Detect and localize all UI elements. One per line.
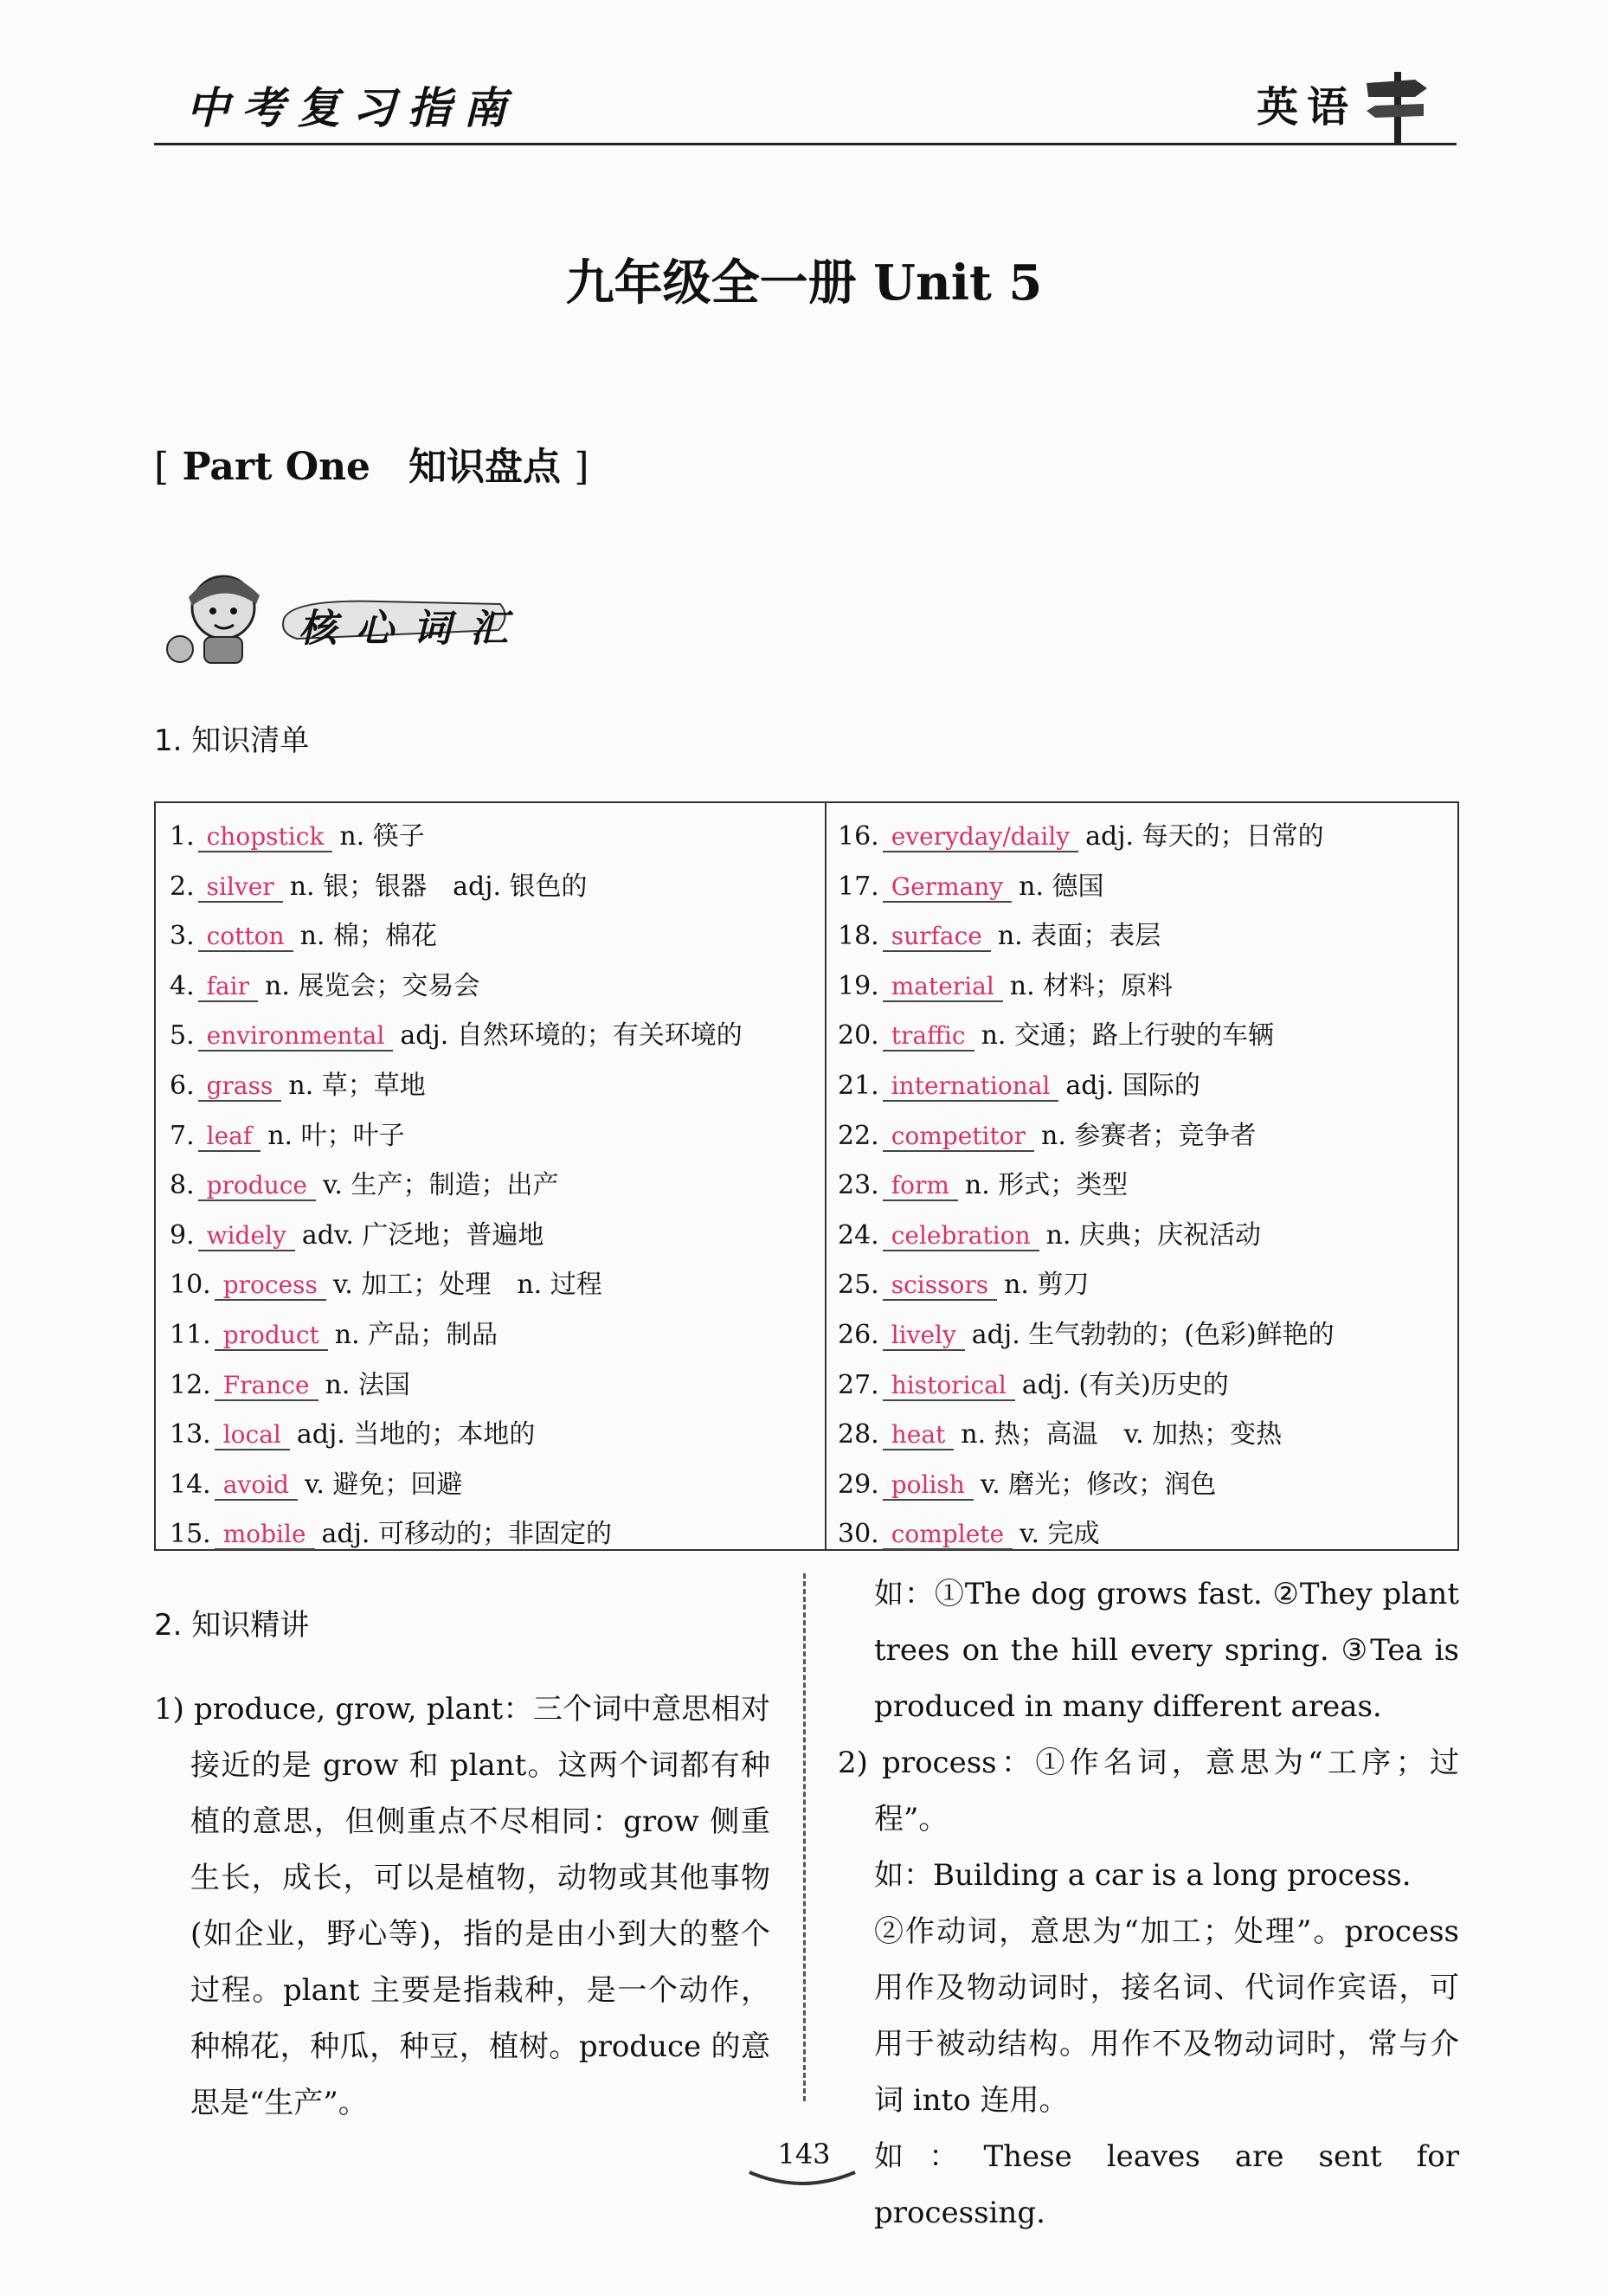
- vocab-number: 12.: [170, 1369, 211, 1400]
- vocab-answer: material: [883, 973, 1003, 1002]
- vocab-definition: v. 生产；制造；出产: [323, 1170, 559, 1201]
- vocab-definition: n. 热；高温 v. 加热；变热: [961, 1419, 1283, 1450]
- vocab-definition: n. 法国: [325, 1369, 410, 1400]
- vocab-definition: adj. 自然环境的；有关环境的: [400, 1020, 743, 1052]
- vocab-number: 19.: [838, 970, 879, 1001]
- vocab-number: 7.: [170, 1120, 195, 1151]
- explain-item-1: [154, 1682, 770, 2132]
- vocab-number: 15.: [170, 1519, 211, 1550]
- vocab-answer: competitor: [883, 1122, 1034, 1152]
- vocab-number: 6.: [170, 1070, 195, 1101]
- vocab-answer: leaf: [198, 1122, 261, 1152]
- vocab-definition: n. 产品；制品: [334, 1319, 498, 1350]
- vocab-row: [170, 812, 743, 862]
- vocab-row: [838, 1509, 1335, 1560]
- vocab-definition: n. 庆典；庆祝活动: [1045, 1219, 1262, 1251]
- table-divider: [825, 803, 827, 1549]
- vocab-number: 14.: [170, 1469, 211, 1500]
- vocab-definition: n. 德国: [1019, 871, 1104, 902]
- vocab-number: 25.: [838, 1270, 879, 1301]
- vocab-answer: grass: [198, 1072, 282, 1102]
- vocab-number: 17.: [838, 871, 879, 902]
- vocab-number: 2.: [170, 871, 195, 902]
- vocab-definition: n. 叶；叶子: [267, 1120, 405, 1151]
- vocab-answer: produce: [198, 1172, 316, 1201]
- vocab-row: [170, 1211, 743, 1261]
- vocab-number: 11.: [170, 1319, 211, 1350]
- vocab-answer: cotton: [198, 923, 293, 952]
- vocab-row: [838, 961, 1335, 1012]
- vocab-answer: polish: [883, 1471, 974, 1501]
- vocab-definition: adj. 国际的: [1065, 1070, 1200, 1101]
- signpost-icon: [1363, 68, 1432, 145]
- vocab-definition: n. 草；草地: [288, 1070, 426, 1101]
- vocab-definition: n. 材料；原料: [1009, 970, 1174, 1001]
- vocab-answer: everyday/daily: [883, 823, 1078, 852]
- vocab-definition: v. 避免；回避: [304, 1469, 463, 1500]
- item2-example-2: 如：These leaves are sent for processing.: [874, 2139, 1459, 2230]
- vocab-definition: v. 加工；处理 n. 过程: [332, 1270, 602, 1301]
- vocab-row: [170, 1509, 743, 1560]
- vocab-number: 26.: [838, 1319, 879, 1350]
- vocab-number: 5.: [170, 1020, 195, 1052]
- vocab-answer: form: [883, 1172, 958, 1201]
- vocab-answer: fair: [198, 973, 258, 1002]
- vocab-row: [838, 1061, 1335, 1111]
- vocab-row: [838, 862, 1335, 912]
- vocab-answer: surface: [883, 923, 991, 952]
- vocab-definition: n. 棉；棉花: [299, 921, 437, 952]
- vocab-row: [838, 1460, 1335, 1510]
- vocab-number: 30.: [838, 1519, 879, 1550]
- vocab-number: 18.: [838, 921, 879, 952]
- vocab-definition: n. 交通；路上行驶的车辆: [981, 1020, 1274, 1052]
- vocab-answer: historical: [883, 1372, 1015, 1401]
- vocab-answer: complete: [883, 1521, 1013, 1550]
- vocab-answer: scissors: [883, 1271, 997, 1301]
- vocab-row: [838, 1111, 1335, 1161]
- vocab-number: 22.: [838, 1120, 879, 1151]
- vocab-number: 3.: [170, 921, 195, 952]
- vocab-column-left: [170, 812, 743, 1560]
- vocab-number: 4.: [170, 970, 195, 1001]
- vocab-number: 27.: [838, 1369, 879, 1400]
- vocab-row: [170, 1161, 743, 1211]
- vocab-row: [170, 1360, 743, 1411]
- vocab-definition: n. 剪刀: [1004, 1270, 1090, 1301]
- vocab-row: [838, 1260, 1335, 1310]
- column-separator: [803, 1573, 806, 2101]
- vocab-row: [838, 1011, 1335, 1061]
- vocab-row: [170, 961, 743, 1012]
- vocab-answer: traffic: [883, 1022, 974, 1052]
- page-number-swoosh-icon: [746, 2169, 859, 2190]
- vocab-definition: adj. 可移动的；非固定的: [321, 1519, 612, 1550]
- vocab-row: [838, 1310, 1335, 1360]
- part-bracket-close: ]: [574, 445, 589, 489]
- header-rule: [154, 143, 1457, 145]
- vocab-row: [170, 862, 743, 912]
- vocab-definition: adj. (有关)历史的: [1021, 1369, 1229, 1400]
- vocab-row: [170, 911, 743, 961]
- vocab-definition: n. 参赛者；竞争者: [1041, 1120, 1257, 1151]
- vocab-number: 1.: [170, 821, 195, 852]
- vocab-answer: mobile: [215, 1521, 315, 1550]
- vocab-row: [170, 1111, 743, 1161]
- vocab-answer: chopstick: [198, 823, 333, 852]
- part-bracket-open: [: [154, 445, 170, 489]
- vocab-number: 28.: [838, 1419, 879, 1450]
- vocab-answer: local: [215, 1421, 290, 1450]
- page-title: 九年级全一册 Unit 5: [565, 254, 1043, 312]
- vocab-row: [838, 812, 1335, 862]
- vocab-number: 13.: [170, 1419, 211, 1450]
- item2-example-1: 如：Building a car is a long process.: [874, 1858, 1412, 1893]
- vocab-number: 23.: [838, 1170, 879, 1201]
- vocab-answer: environmental: [198, 1022, 394, 1052]
- vocab-answer: avoid: [215, 1471, 298, 1501]
- vocab-number: 9.: [170, 1219, 195, 1251]
- core-vocab-label: 核心词汇: [299, 607, 527, 651]
- vocab-definition: n. 筷子: [339, 821, 425, 852]
- vocab-answer: international: [883, 1072, 1059, 1102]
- vocab-number: 24.: [838, 1219, 879, 1251]
- vocab-definition: adj. 生气勃勃的；(色彩)鲜艳的: [971, 1319, 1335, 1350]
- vocab-number: 16.: [838, 821, 879, 852]
- vocab-number: 21.: [838, 1070, 879, 1101]
- vocab-definition: adj. 当地的；本地的: [296, 1419, 536, 1450]
- vocab-definition: v. 完成: [1019, 1519, 1100, 1550]
- vocab-definition: adj. 每天的；日常的: [1085, 821, 1324, 852]
- vocab-definition: n. 银；银器 adj. 银色的: [289, 871, 588, 902]
- vocab-row: [170, 1410, 743, 1460]
- subject-label: 英语: [1257, 83, 1358, 132]
- vocab-answer: product: [215, 1322, 328, 1351]
- item1-text: 1) produce, grow, plant：三个词中意思相对接近的是 grow 和 plant。这两个词都有种植的意思，但侧重点不尽相同：grow 侧重生长，成长，可以是植物，动物或其他事物(如企业，野心等)，指的是由小到大的整个过程。plant 主要是指栽种，是一个动作，种棉花，种瓜，种豆，植树。produce 的意思是“生产”。: [154, 1692, 770, 2120]
- vocab-column-right: [838, 812, 1335, 1560]
- vocab-number: 10.: [170, 1270, 211, 1301]
- vocab-row: [838, 1410, 1335, 1460]
- vocab-row: [170, 1310, 743, 1360]
- vocab-definition: n. 形式；类型: [964, 1170, 1129, 1201]
- vocab-row: [838, 1161, 1335, 1211]
- section-heading-explain: 2. 知识精讲: [154, 1608, 310, 1643]
- vocab-answer: widely: [198, 1222, 295, 1251]
- vocab-number: 8.: [170, 1170, 195, 1201]
- vocab-table: [154, 801, 1459, 1551]
- vocab-definition: v. 磨光；修改；润色: [980, 1469, 1217, 1500]
- book-series-title: 中考复习指南: [186, 82, 518, 133]
- vocab-row: [170, 1061, 743, 1111]
- vocab-answer: silver: [198, 873, 283, 903]
- vocab-answer: Germany: [883, 873, 1012, 903]
- vocab-definition: adv. 广泛地；普遍地: [301, 1219, 544, 1251]
- item2-intro: 2) process：①作名词，意思为“工序；过程”。: [838, 1746, 1459, 1836]
- vocab-row: [170, 1011, 743, 1061]
- part-label: Part One: [182, 445, 371, 489]
- vocab-answer: heat: [883, 1421, 955, 1450]
- vocab-answer: celebration: [883, 1222, 1039, 1251]
- item1-example: 如：①The dog grows fast. ②They plant trees on the hill every spring. ③Tea is produced in many different areas.: [874, 1577, 1459, 1724]
- section-heading-list: 1. 知识清单: [154, 724, 310, 758]
- page-number: 143: [777, 2138, 831, 2171]
- vocab-row: [838, 911, 1335, 961]
- vocab-definition: n. 表面；表层: [997, 921, 1161, 952]
- vocab-answer: France: [215, 1372, 318, 1401]
- vocab-number: 29.: [838, 1469, 879, 1500]
- vocab-number: 20.: [838, 1020, 879, 1052]
- vocab-row: [838, 1211, 1335, 1261]
- vocab-definition: n. 展览会；交易会: [265, 970, 480, 1001]
- vocab-row: [170, 1460, 743, 1510]
- vocab-row: [838, 1360, 1335, 1411]
- vocab-row: [170, 1260, 743, 1310]
- vocab-answer: lively: [883, 1322, 965, 1351]
- item2-verb-usage: ②作动词，意思为“加工；处理”。process 用作及物动词时，接名词、代词作宾语，可用于被动结构。用作不及物动词时，常与介词 into 连用。: [874, 1914, 1459, 2118]
- part-cn-label: 知识盘点: [408, 445, 562, 489]
- vocab-answer: process: [215, 1271, 326, 1301]
- part-heading: [154, 435, 589, 491]
